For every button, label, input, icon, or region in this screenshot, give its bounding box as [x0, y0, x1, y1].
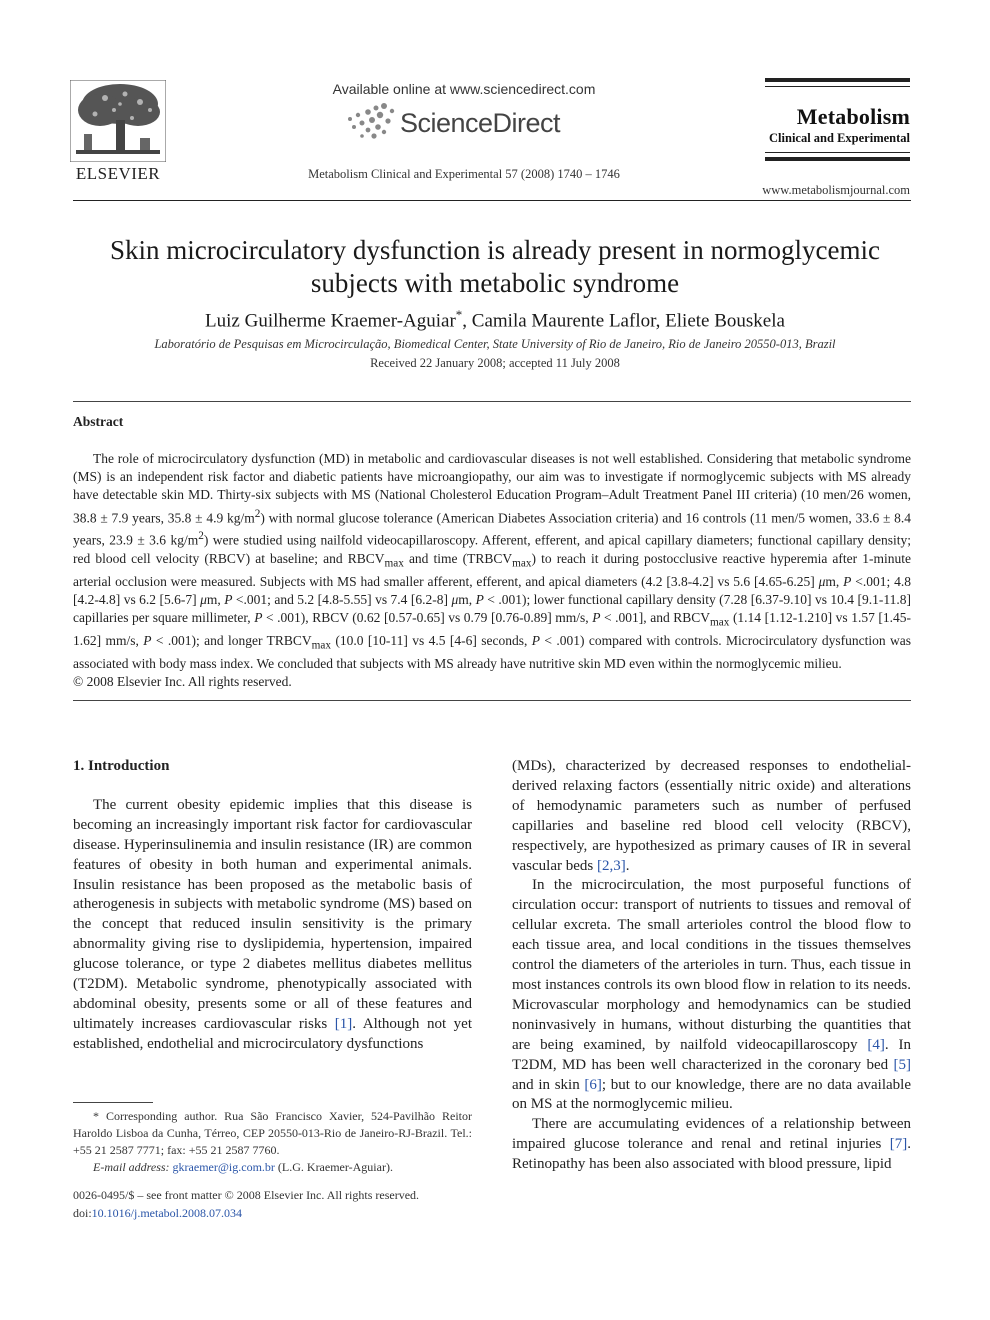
title-line-2: subjects with metabolic syndrome: [310, 268, 680, 298]
available-online-text: Available online at www.sciencedirect.com: [332, 81, 596, 97]
issn-line: 0026-0495/$ – see front matter © 2008 Elsevier Inc. All rights reserved.: [73, 1188, 420, 1202]
affiliation: Laboratório de Pesquisas em Microcirculação, Biomedical Center, State University of Rio de Janeiro, Rio de Janeiro 20550-013, Brazil: [154, 337, 836, 351]
corresponding-footnote: [73, 1108, 472, 1176]
journal-rule: [765, 157, 910, 161]
issn-doi: [73, 1187, 493, 1222]
article-title: [60, 234, 930, 300]
journal-reference: Metabolism Clinical and Experimental 57 (2008) 1740 – 1746: [308, 167, 620, 181]
journal-rule: [765, 86, 910, 87]
corresponding-author-note: * Corresponding author. Rua São Francisco Xavier, 524-Pavilhão Reitor Haroldo Lisboa da Cunha, Térreo, CEP 20550-013-Rio de Janeiro-RJ-Brazil. Tel.: +55 21 2587 7771; fax: +55 21 2587 7760.: [73, 1109, 472, 1157]
journal-rule: [765, 78, 910, 82]
header-divider: [73, 200, 911, 201]
title-line-1: Skin microcirculatory dysfunction is already present in normoglycemic: [109, 235, 881, 265]
footnote-rule: [73, 1102, 153, 1103]
author-names-rest[interactable]: , Camila Maurente Laflor, Eliete Bouskela: [462, 310, 785, 332]
citation-link[interactable]: [7]: [889, 1136, 908, 1153]
elsevier-logo: [70, 80, 166, 184]
publisher-name: ELSEVIER: [75, 164, 161, 183]
sciencedirect-logo: [344, 102, 594, 144]
sciencedirect-dots-icon: [344, 102, 396, 142]
citation-link[interactable]: [5]: [893, 1056, 911, 1073]
abstract-body: [73, 450, 911, 692]
section-heading-introduction: 1. Introduction: [73, 758, 170, 774]
citation-link[interactable]: [2,3]: [596, 857, 626, 874]
author-name[interactable]: Luiz Guilherme Kraemer-Aguiar: [205, 310, 456, 332]
left-column: [73, 757, 472, 1055]
abstract-top-rule: [73, 401, 911, 402]
author-list: [60, 307, 930, 332]
journal-url[interactable]: www.metabolismjournal.com: [762, 183, 910, 197]
citation-link[interactable]: [4]: [867, 1036, 885, 1053]
right-column: [512, 757, 911, 1175]
received-dates: Received 22 January 2008; accepted 11 July 2008: [370, 356, 620, 370]
journal-rule: [765, 152, 910, 153]
elsevier-tree-icon: [70, 80, 166, 162]
intro-paragraph-2: In the microcirculation, the most purposeful functions of circulation occur: transport of nutrients to tissues and removal of cellular excreta. The small arterioles control the blood flow to each tissue area, and local conditions in the tissues themselves control the diameters of the arterioles in turn. Thus, each tissue in most instances controls its own blood flow in relation to its needs. Microvascular morphology and hemodynamics can be studied noninvasively in humans, without disturbing the quantities that are being examined, by nailfold videocapillaroscopy [4]. In T2DM, MD has been well characterized in the coronary bed [5] and in skin [6]; but to our knowledge, there are no data available on MS at the normoglycemic milieu.: [512, 877, 912, 1113]
email-note: E-mail address: gkraemer@ig.com.br (L.G. Kraemer-Aguiar).: [93, 1160, 393, 1174]
corresponding-mark[interactable]: *: [455, 307, 463, 322]
sciencedirect-wordmark: ScienceDirect: [400, 108, 561, 138]
abstract-bottom-rule: [73, 700, 911, 701]
intro-paragraph-3: There are accumulating evidences of a relationship between impaired glucose tolerance and renal and retinal injuries [7]. Retinopathy has been also associated with blood pressure, lipid: [512, 1116, 911, 1173]
intro-paragraph-1-continued: (MDs), characterized by decreased responses to endothelial-derived relaxing factors (essentially nitric oxide) and alterations of hemodynamic parameters such as number of perfused capillaries and baseline red blood cell velocity (RBCV), respectively, are hypothesized as primary causes of IR in several vascular beds [2,3].: [512, 758, 911, 874]
intro-paragraph-1: The current obesity epidemic implies that this disease is becoming an increasingly important risk factor for cardiovascular disease. Hyperinsulinemia and insulin resistance (IR) are common features of obesity in both human and experimental animals. Insulin resistance has been proposed as the metabolic basis of atherogenesis in subjects with metabolic syndrome (MS) based on the concept that reduced insulin sensitivity is the primary abnormality giving rise to dyslipidemia, hypertension, impaired glucose tolerance, or type 2 diabetes mellitus diabetes mellitus (T2DM). Metabolic syndrome, phenotypically associated with abdominal obesity, presents some or all of these features and ultimately increases cardiovascular risks [1]. Although not yet established, endothelial and microcirculatory dysfunctions: [73, 796, 472, 1052]
doi-line: doi:10.1016/j.metabol.2008.07.034: [73, 1205, 242, 1220]
abstract-copyright: © 2008 Elsevier Inc. All rights reserved.: [73, 674, 292, 690]
citation-link[interactable]: [6]: [584, 1076, 602, 1093]
email-link[interactable]: gkraemer@ig.com.br: [172, 1160, 275, 1174]
journal-subtitle: Clinical and Experimental: [769, 131, 910, 145]
journal-name: Metabolism: [796, 104, 910, 129]
citation-link[interactable]: [1]: [334, 1015, 353, 1032]
abstract-heading: Abstract: [73, 414, 124, 429]
doi-link[interactable]: 10.1016/j.metabol.2008.07.034: [91, 1205, 242, 1220]
abstract-paragraph: The role of microcirculatory dysfunction (MD) in metabolic and cardiovascular diseases is not well established. Considering that metabolic syndrome (MS) is an independent risk factor and diabetic patients have microangiopathy, our aim was to investigate if normoglycemic subjects with MS already have detectable skin MD. Thirty-six subjects with MS (National Cholesterol Education Program–Adult Treatment Panel III criteria) (10 men/26 women, 38.8 ± 7.9 years, 35.8 ± 4.9 $kg/m^2$) with normal glucose tolerance (American Diabetes Association criteria) and 16 controls (11 men/5 women, 33.6 ± 8.4 years, 23.9 ± 3.6 $kg/m^2$) were studied using nailfold videocapillaroscopy. Afferent, efferent, and apical capillary diameters; functional capillary density; red blood cell velocity (RBCV) at baseline; and $RBCV_{max}$ and time $(TRBCV_{max})$ to reach it during postocclusive reactive hyperemia after 1-minute arterial occlusion were measured. Subjects with MS had smaller afferent, efferent, and apical diameters (4.2 [3.8-4.2] vs 5.6 [4.65-6.25] μm, P <.001; 4.8 [4.2-4.8] vs 6.2 [5.6-7] μm, P <.001; and 5.2 [4.8-5.55] vs 7.4 [6.2-8] μm, P < .001); lower functional capillary density (7.28 [6.37-9.10] vs 10.4 [9.1-11.8] capillaries per square millimeter, P < .001), RBCV (0.62 [0.57-0.65] vs 0.79 [0.76-0.89] mm/s, P < .001], and $RBCV_{max}$ (1.14 [1.12-1.210] vs 1.57 [1.45-1.62] mm/s, P < .001); and longer $TRBCV_{max}$ (10.0 [10-11] vs 4.5 [4-6] seconds, P < .001) compared with controls. Microcirculatory dysfunction was associated with body mass index. We concluded that subjects with MS already have nutritive skin MD even within the normoglycemic milieu.: [73, 451, 911, 672]
